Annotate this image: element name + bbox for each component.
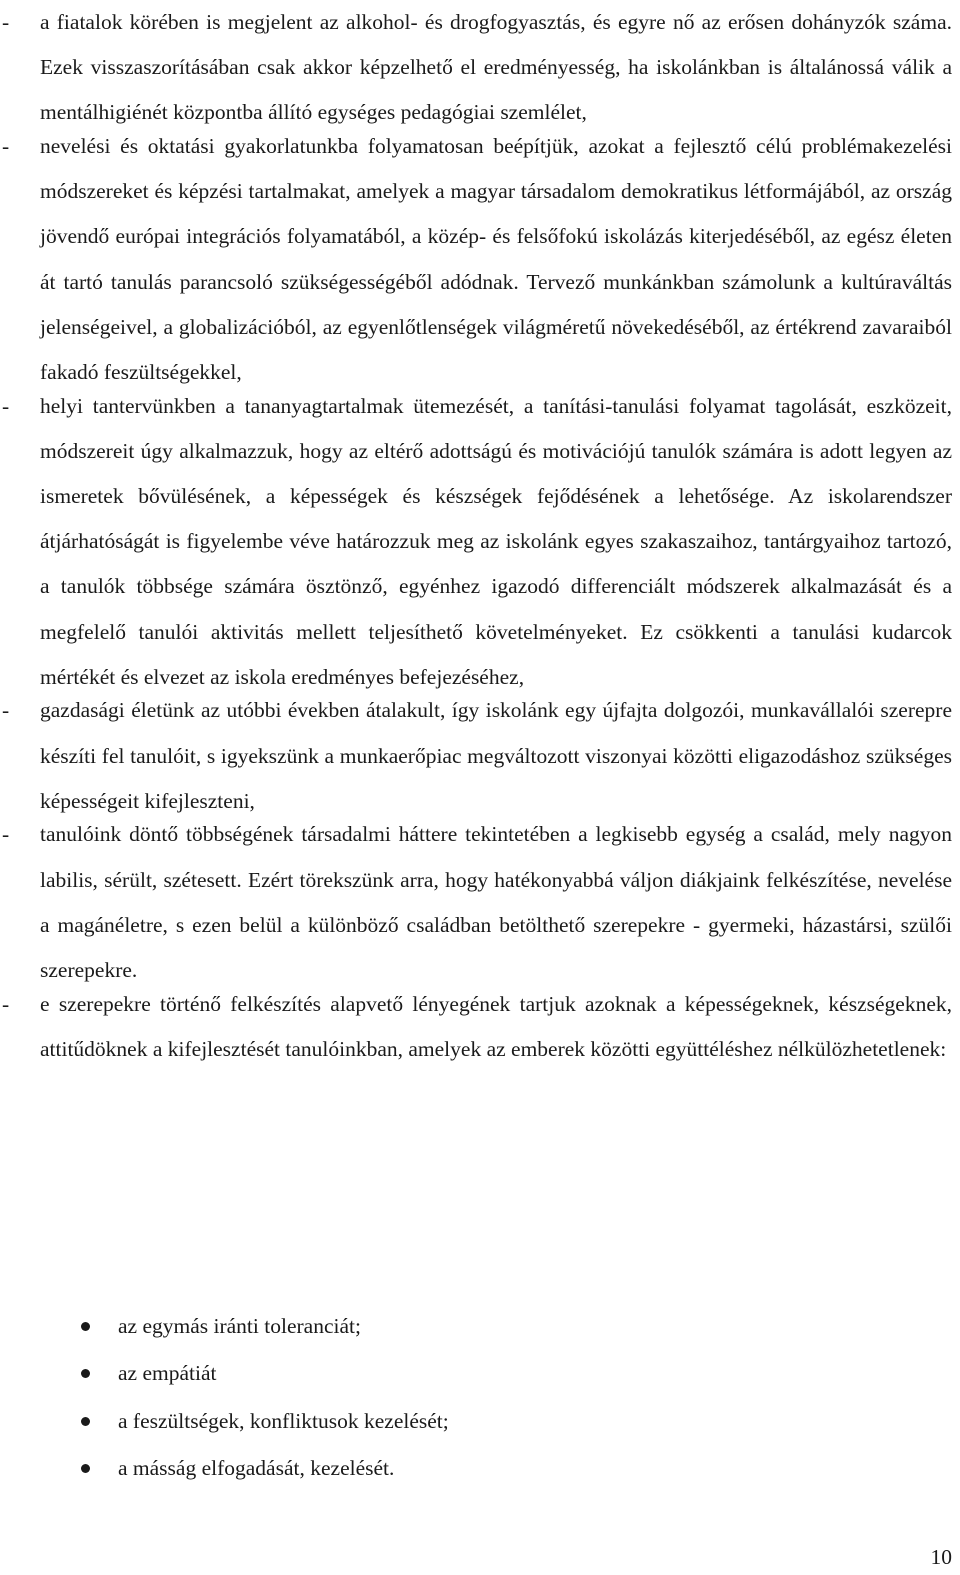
paragraph-text: gazdasági életünk az utóbbi években átalakult, így iskolánk egy újfajta dolgozói, munkavállalói szerepre készíti fel tanulóit, s igyekszünk a munkaerőpiac megváltozott viszonyai közötti eligazodáshoz szükséges képességeit kifejleszteni, bbox=[40, 698, 952, 813]
bullet-dot-icon bbox=[81, 1322, 90, 1331]
bullet-text: a feszültségek, konfliktusok kezelését; bbox=[118, 1408, 449, 1433]
paragraph-text: helyi tantervünkben a tananyagtartalmak ütemezését, a tanítási-tanulási folyamat tagolását, eszközeit, módszereit úgy alkalmazzuk, hogy az eltérő adottságú és motivációjú tanulók számára is adott legyen az ismeretek bővülésének, a képességek és készségek fejődésének a lehetősége. Az iskolarendszer átjárhatóságát is figyelembe véve határozzuk meg az iskolánk egyes szakaszaihoz, tantárgyaihoz tartozó, a tanulók többsége számára ösztönző, egyénhez igazodó differenciált módszerek alkalmazását és a megfelelő tanulói aktivitás mellett teljesíthető követelményeket. Ez csökkenti a tanulási kudarcok mértékét és elvezet az iskola eredményes befejezéséhez, bbox=[40, 393, 952, 689]
dash-marker: - bbox=[2, 822, 10, 847]
paragraph-text: tanulóink döntő többségének társadalmi háttere tekintetében a legkisebb egység a család, mely nagyon labilis, sérült, szétesett. Ezért törekszünk arra, hogy hatékonyabbá váljon diákjaink felkészítése, nevelése a magánéletre, s ezen belül a különböző családban betölthető szerepekre - gyermeki, házastársi, szülői szerepekre. bbox=[40, 822, 952, 983]
paragraph-text: nevelési és oktatási gyakorlatunkba folyamatosan beépítjük, azokat a fejlesztő célú problémakezelési módszereket és képzési tartalmakat, amelyek a magyar társadalom demokratikus létformájából, az ország jövendő európai integrációs folyamatából, a közép- és felsőfokú iskolázás kiterjedéséből, az egész életen át tartó tanulás parancsoló szükségességéből adódnak. Tervező munkánkban számolunk a kultúraváltás jelenségeivel, a globalizációból, az egyenlőtlenségek világméretű növekedéséből, az értékrend zavaraiból fakadó feszültségekkel, bbox=[40, 134, 952, 385]
bullet-item bbox=[0, 1350, 960, 1397]
bullet-text: az empátiát bbox=[118, 1361, 217, 1386]
bullet-item bbox=[0, 1445, 960, 1492]
dash-marker: - bbox=[2, 134, 10, 159]
dash-list-item bbox=[0, 688, 960, 824]
dash-marker: - bbox=[2, 991, 10, 1016]
bullet-dot-icon bbox=[81, 1369, 90, 1378]
dash-marker: - bbox=[2, 698, 10, 723]
bullet-text: a másság elfogadását, kezelését. bbox=[118, 1455, 395, 1480]
paragraph-text: e szerepekre történő felkészítés alapvető lényegének tartjuk azoknak a képességeknek, készségeknek, attitűdöknek a kifejlesztését tanulóinkban, amelyek az emberek közötti együttéléshez nélkülözhetetlenek: bbox=[40, 991, 952, 1061]
dash-marker: - bbox=[2, 393, 10, 418]
dash-list-item bbox=[0, 812, 960, 993]
dash-marker: - bbox=[2, 10, 10, 34]
dash-list-item bbox=[0, 982, 960, 1072]
bullet-dot-icon bbox=[81, 1417, 90, 1426]
bullet-list bbox=[0, 1303, 960, 1492]
dash-list-item bbox=[0, 0, 960, 136]
bullet-dot-icon bbox=[81, 1464, 90, 1473]
paragraph-text: a fiatalok körében is megjelent az alkohol- és drogfogyasztás, és egyre nő az erősen dohányzók száma. Ezek visszaszorításában csak akkor képzelhető el eredményesség, ha iskolánkban is általánossá válik a mentálhigiénét központba állító egységes pedagógiai szemlélet, bbox=[40, 10, 952, 125]
bullet-item bbox=[0, 1398, 960, 1445]
page-number: 10 bbox=[930, 1545, 952, 1569]
dash-list-item bbox=[0, 124, 960, 395]
bullet-text: az egymás iránti toleranciát; bbox=[118, 1314, 361, 1338]
dash-list-item bbox=[0, 384, 960, 700]
bullet-item bbox=[0, 1303, 960, 1350]
